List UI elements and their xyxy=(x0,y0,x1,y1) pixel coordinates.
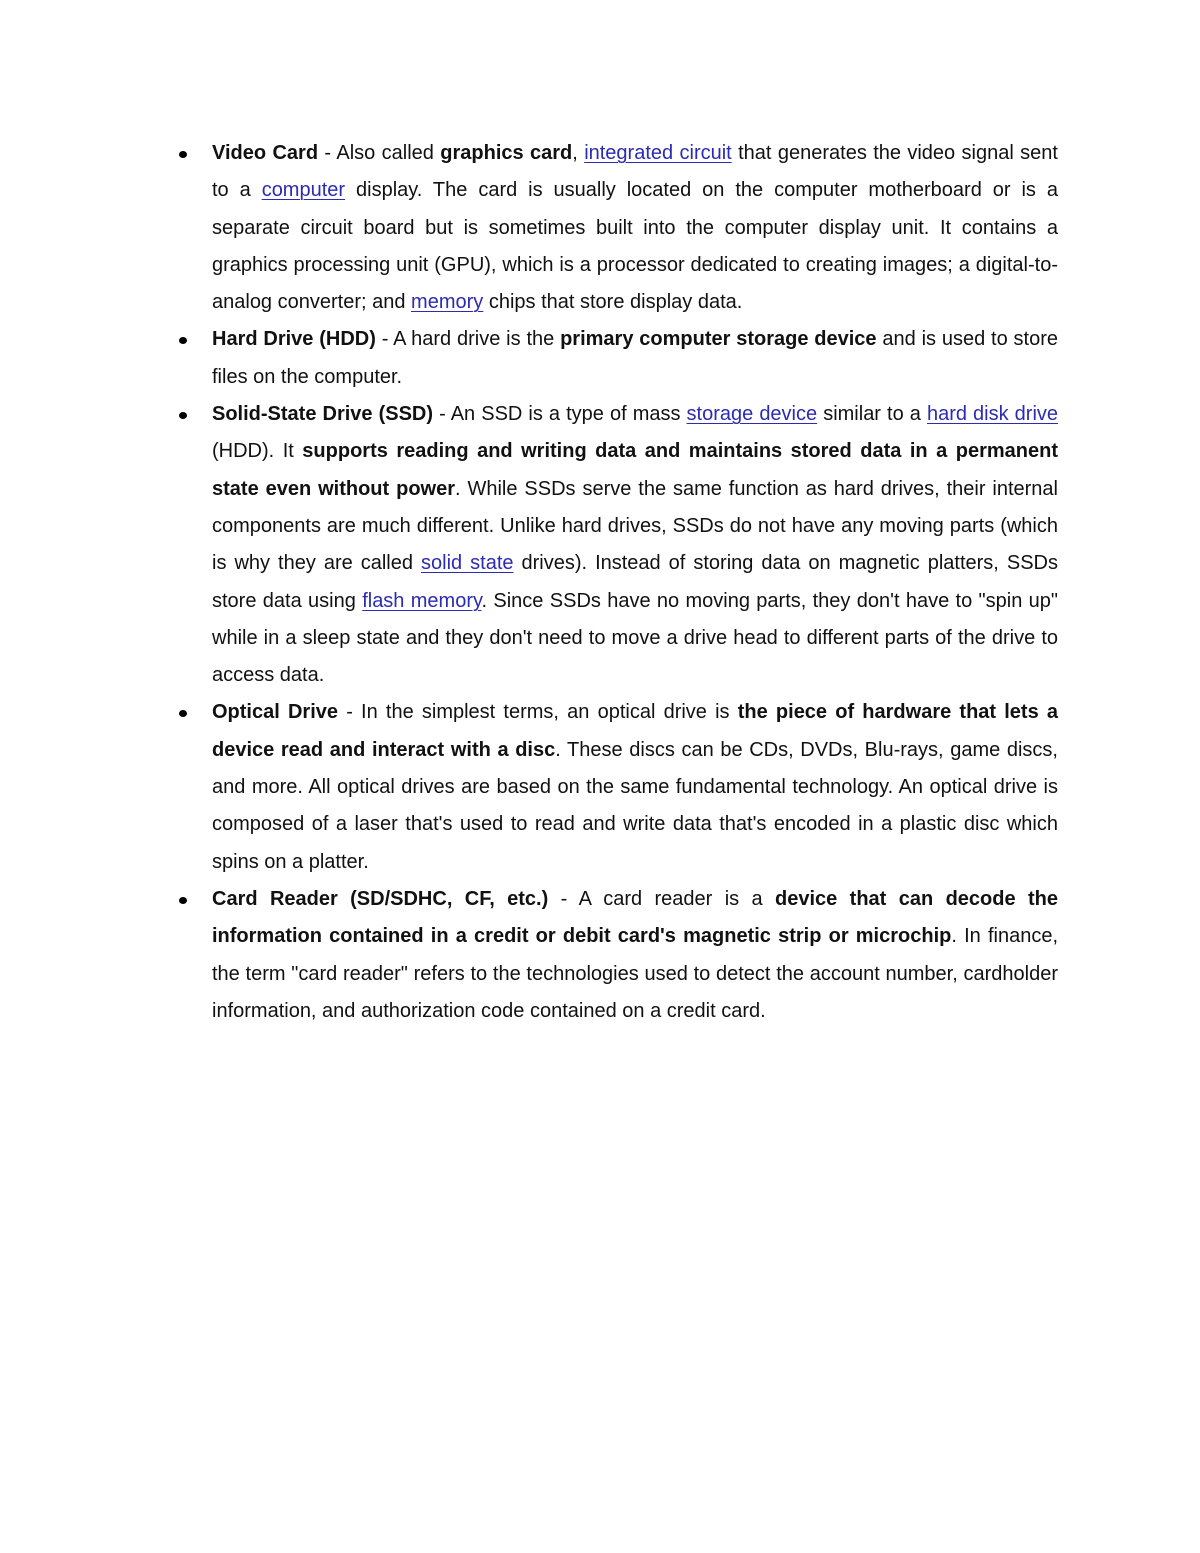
item-text: . While SSDs serve the same function as hard drives, their internal components are much different. Unlike hard drives, SSDs do not have any moving parts (which is why they are called xyxy=(212,477,1058,575)
link-computer[interactable]: computer xyxy=(261,179,346,202)
item-term: Card Reader (SD/SDHC, CF, etc.) xyxy=(212,887,549,910)
link-memory[interactable]: memory xyxy=(411,291,484,314)
item-text: , xyxy=(572,142,585,164)
item-bold-text: primary computer storage device xyxy=(560,328,877,351)
item-text: . Since SSDs have no moving parts, they don't have to "spin up" while in a sleep state and they don't need to move a drive head to different parts of the drive to access data. xyxy=(212,589,1058,687)
link-hard-disk-drive[interactable]: hard disk drive xyxy=(926,403,1059,426)
item-text: - An SSD is a type of mass xyxy=(433,403,687,426)
bullet-icon xyxy=(179,897,187,904)
item-bold-text: device that can decode the information contained in a credit or debit card's magnetic strip or microchip xyxy=(212,887,1058,948)
item-text: display. The card is usually located on the computer motherboard or is a separate circuit board but is sometimes built into the computer display unit. It contains a graphics processing unit (GPU), which is a processor dedicated to creating images; a digital-to-analog converter; and xyxy=(212,179,1058,314)
list-item-video-card xyxy=(212,135,1058,321)
item-term: Optical Drive xyxy=(212,701,339,724)
bullet-icon xyxy=(179,710,187,717)
list-item-optical-drive xyxy=(212,694,1058,880)
item-text: that generates the video signal sent to a xyxy=(212,142,1058,202)
link-flash-memory[interactable]: flash memory xyxy=(362,589,482,612)
item-text: and is used to store files on the computer. xyxy=(212,328,1058,388)
item-text: - A card reader is a xyxy=(548,887,776,910)
item-text: - Also called xyxy=(318,142,441,164)
item-bold-text: supports reading and writing data and maintains stored data in a permanent state even without power xyxy=(212,440,1058,500)
link-solid-state[interactable]: solid state xyxy=(421,552,514,575)
link-integrated-circuit[interactable]: integrated circuit xyxy=(584,142,732,164)
item-term: Hard Drive (HDD) xyxy=(212,328,376,351)
item-text: - In the simplest terms, an optical drive is xyxy=(338,701,738,724)
link-storage-device[interactable]: storage device xyxy=(686,403,818,426)
list-item-hard-drive xyxy=(212,321,1058,396)
hardware-bullet-list xyxy=(212,135,1058,1030)
list-item-solid-state-drive xyxy=(212,396,1058,694)
item-text: chips that store display data. xyxy=(483,291,743,314)
item-text: similar to a xyxy=(817,403,927,426)
list-item-card-reader xyxy=(212,881,1058,1030)
item-bold-text: graphics card xyxy=(440,142,573,164)
item-term: Solid-State Drive (SSD) xyxy=(212,403,434,426)
bullet-icon xyxy=(179,151,187,158)
item-term: Video Card xyxy=(212,142,319,164)
item-text: drives). Instead of storing data on magnetic platters, SSDs store data using xyxy=(212,552,1058,612)
item-text: - A hard drive is the xyxy=(375,328,561,351)
item-bold-text: the piece of hardware that lets a device read and interact with a disc xyxy=(212,701,1059,761)
item-text: . These discs can be CDs, DVDs, Blu-rays, game discs, and more. All optical drives are based on the same fundamental technology. An optical drive is composed of a laser that's used to read and write data that's encoded in a plastic disc which spins on a platter. xyxy=(212,738,1058,873)
bullet-icon xyxy=(179,412,187,419)
item-text: (HDD). It xyxy=(212,440,303,463)
item-text: . In finance, the term "card reader" refers to the technologies used to detect the account number, cardholder information, and authorization code contained on a credit card. xyxy=(212,925,1058,1022)
bullet-icon xyxy=(179,337,187,344)
